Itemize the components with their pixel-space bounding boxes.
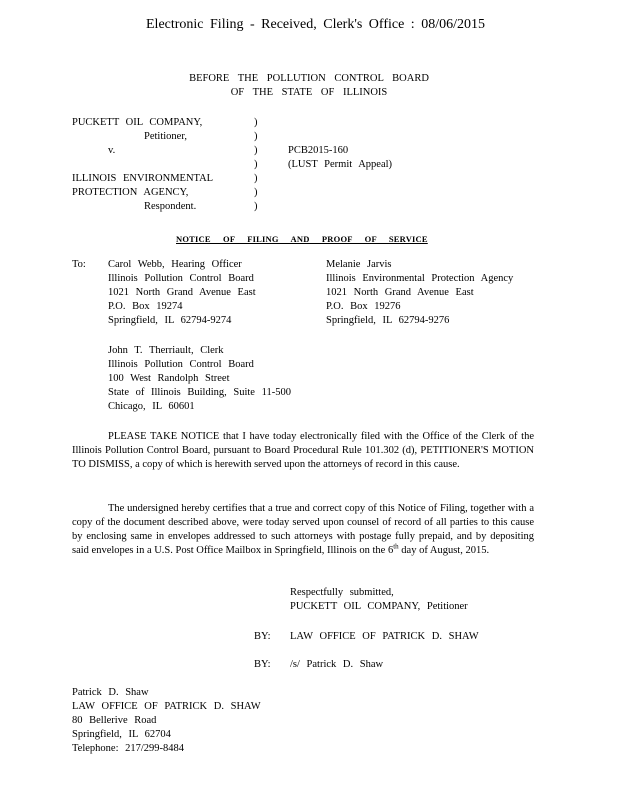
address-line: 100 West Randolph Street <box>108 373 230 384</box>
contact-line: 80 Bellerive Road <box>72 715 157 726</box>
address-line: Springfield, IL 62794-9276 <box>326 315 450 326</box>
attorney-contact-block <box>72 686 261 756</box>
contact-line: Patrick D. Shaw <box>72 687 149 698</box>
notice-paragraph-text: PLEASE TAKE NOTICE that I have today electronically filed with the Office of the Clerk of the Illinois Pollution Control Board, pursuant to Board Procedural Rule 101.302 (d), PETITIONER'S MOTION TO DISMISS, a copy of which is herewith served upon the attorneys of record in this cause. <box>72 431 534 470</box>
caption-respondent-role: Respondent. <box>144 201 197 212</box>
contact-line: LAW OFFICE OF PATRICK D. SHAW <box>72 701 261 712</box>
signature-party: PUCKETT OIL COMPANY, Petitioner <box>290 601 468 612</box>
address-line: 1021 North Grand Avenue East <box>326 287 474 298</box>
by-label: BY: <box>254 659 271 670</box>
contact-line: Springfield, IL 62704 <box>72 729 171 740</box>
case-number-block <box>288 144 392 172</box>
caption-paren: ) <box>254 173 258 184</box>
address-line: Chicago, IL 60601 <box>108 401 195 412</box>
to-label: To: <box>72 259 86 270</box>
address-line: 1021 North Grand Avenue East <box>108 287 256 298</box>
by-firm: LAW OFFICE OF PATRICK D. SHAW <box>290 631 479 642</box>
notice-paragraph <box>72 430 534 472</box>
address-line: Illinois Pollution Control Board <box>108 359 254 370</box>
caption-parentheses <box>254 116 258 214</box>
certification-text-a: The undersigned hereby certifies that a true and correct copy of this Notice of Filing, together with a copy of the document described above, were today served upon counsel of record of all parties to this cause by enclosing same in envelopes addressed to such attorneys with postage fully prepaid, and by depositing said envelopes in a U.S. Post Office Mailbox in Springfield, Illinois on the 6 <box>72 503 534 556</box>
case-caption-parties <box>72 116 213 214</box>
caption-respondent-name-2: PROTECTION AGENCY, <box>72 187 189 198</box>
caption-petitioner-name: PUCKETT OIL COMPANY, <box>72 117 203 128</box>
signature-block <box>290 586 468 614</box>
caption-respondent-name-1: ILLINOIS ENVIRONMENTAL <box>72 173 214 184</box>
caption-blank <box>72 158 213 172</box>
addressee-hearing-officer <box>108 258 256 328</box>
court-title <box>0 72 618 100</box>
by-label: BY: <box>254 631 271 642</box>
certification-paragraph <box>72 502 534 558</box>
address-line: P.O. Box 19274 <box>108 301 183 312</box>
court-title-line1: BEFORE THE POLLUTION CONTROL BOARD <box>189 73 429 84</box>
caption-paren: ) <box>254 117 258 128</box>
case-type: (LUST Permit Appeal) <box>288 159 393 170</box>
notice-heading: NOTICE OF FILING AND PROOF OF SERVICE <box>176 234 428 244</box>
address-line: Illinois Pollution Control Board <box>108 273 254 284</box>
certification-ordinal: th <box>393 542 399 551</box>
electronic-signature: /s/ Patrick D. Shaw <box>290 659 384 670</box>
caption-paren: ) <box>254 159 258 170</box>
address-line: Melanie Jarvis <box>326 259 392 270</box>
address-line: Springfield, IL 62794-9274 <box>108 315 232 326</box>
addressee-agency <box>326 258 513 328</box>
court-title-line2: OF THE STATE OF ILLINOIS <box>230 87 388 98</box>
address-line: Illinois Environmental Protection Agency <box>326 273 514 284</box>
caption-paren: ) <box>254 187 258 198</box>
caption-paren: ) <box>254 201 258 212</box>
electronic-filing-stamp: Electronic Filing - Received, Clerk's Office : 08/06/2015 <box>146 17 485 32</box>
contact-line: Telephone: 217/299-8484 <box>72 743 185 754</box>
addressee-clerk <box>108 344 291 414</box>
address-line: Carol Webb, Hearing Officer <box>108 259 242 270</box>
signature-closing: Respectfully submitted, <box>290 587 394 598</box>
caption-petitioner-role: Petitioner, <box>144 131 188 142</box>
caption-paren: ) <box>254 145 258 156</box>
case-number: PCB2015-160 <box>288 145 349 156</box>
caption-versus: v. <box>108 145 116 156</box>
address-line: John T. Therriault, Clerk <box>108 345 224 356</box>
certification-text-b: day of August, 2015. <box>398 545 490 556</box>
address-line: State of Illinois Building, Suite 11-500 <box>108 387 291 398</box>
address-line: P.O. Box 19276 <box>326 301 401 312</box>
caption-paren: ) <box>254 131 258 142</box>
